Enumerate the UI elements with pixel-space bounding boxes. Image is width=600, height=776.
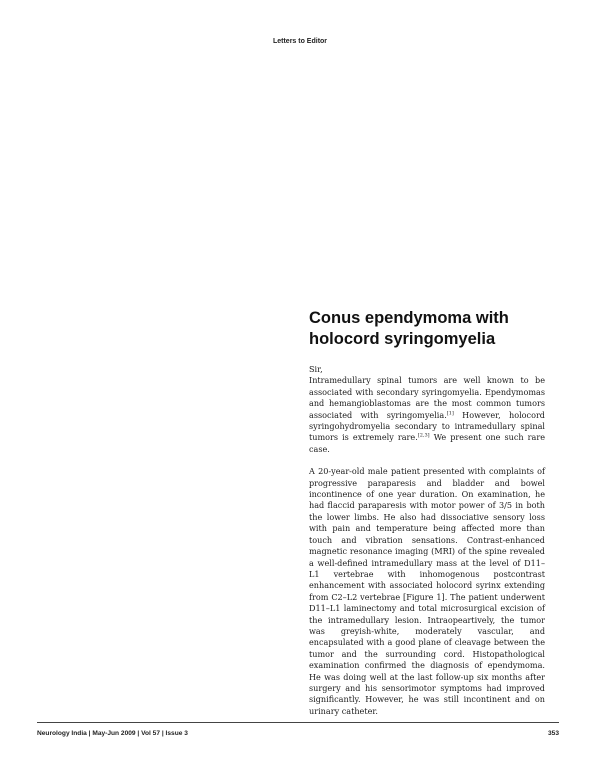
- paragraph-2: A 20-year-old male patient presented with complaints of progressive paraparesis and bladder and bowel incontinence of one year duration. On examination, he had flaccid paraparesis with motor power of 3/5 in both the lower limbs. He also had dissociative sensory loss with pain and temperature being affected more than touch and vibration sensations. Contrast-enhanced magnetic resonance imaging (MRI) of the spine revealed a well-defined intramedullary mass at the level of D11–L1 vertebrae with inhomogenous postcontrast enhancement with associated holocord syrinx extending from C2–L2 vertebrae [Figure 1]. The patient underwent D11–L1 laminectomy and total microsurgical excision of the intramedullary lesion. Intraopeartively, the tumor was greyish-white, moderately vascular, and encapsulated with a good plane of cleavage between the tumor and the surrounding cord. Histopathological examination confirmed the diagnosis of ependymoma. He was doing well at the last follow-up six months after surgery and his sensorimotor symptoms had improved significantly. However, he was still incontinent and on urinary catheter.: [309, 466, 545, 716]
- paragraph-1-text-c: We present one such rare case.: [309, 432, 545, 454]
- paragraph-1: [309, 375, 545, 455]
- article-title: [309, 308, 569, 350]
- footer-divider: [37, 722, 559, 723]
- title-line-1: Conus ependymoma with: [309, 309, 509, 327]
- title-line-2: holocord syringomyelia: [309, 330, 496, 348]
- running-header: Letters to Editor: [272, 38, 328, 45]
- citation-1: [1]: [446, 409, 454, 416]
- citation-2-3: [2,3]: [417, 432, 430, 439]
- paragraph-1-text-b: However, holocord syringohydromyelia secondary to intramedullary spinal tumors is extremely rare.: [309, 409, 545, 443]
- paragraph-1-text-a: Intramedullary spinal tumors are well known to be associated with secondary syringomyelia. Ependymomas and hemangioblastomas are the most common tumors associated with syringomyelia.: [309, 375, 545, 420]
- footer-journal-info: Neurology India | May-Jun 2009 | Vol 57 | Issue 3: [37, 730, 188, 737]
- page-number: 353: [547, 730, 559, 737]
- salutation: Sir,: [309, 364, 323, 374]
- article-body: [309, 364, 545, 717]
